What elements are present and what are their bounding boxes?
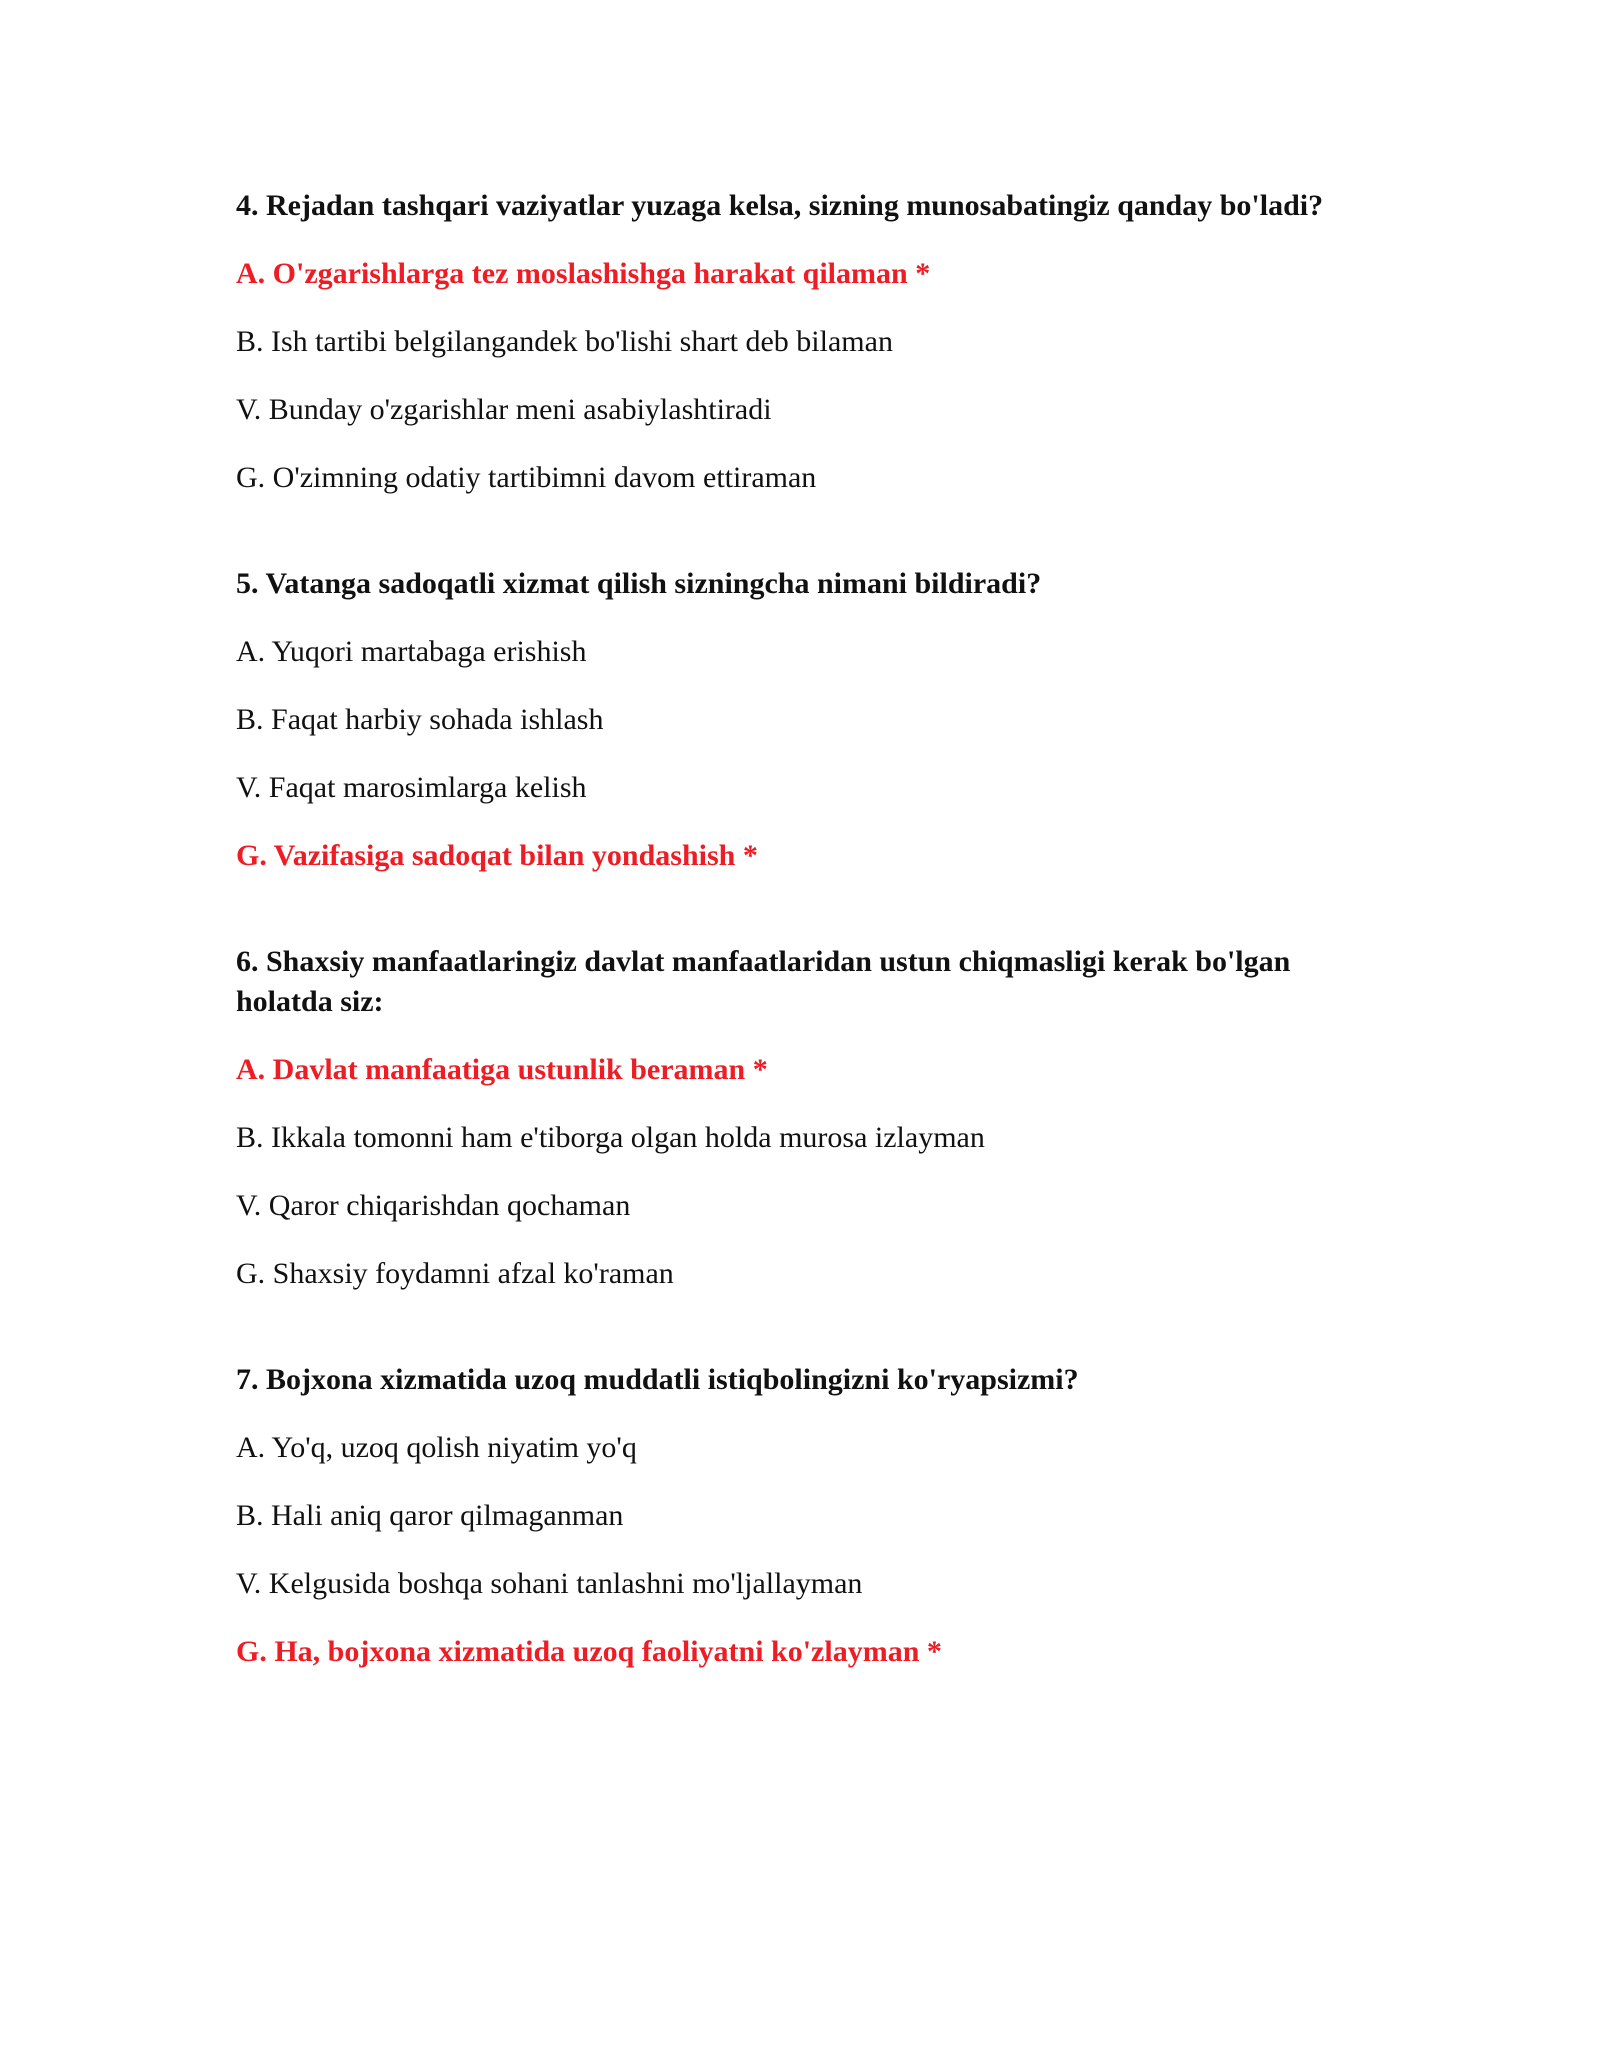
- question-text: 7. Bojxona xizmatida uzoq muddatli istiqbolingizni ko'ryapsizmi?: [236, 1363, 1079, 1396]
- answer-option: A. Yuqori martabaga erishish: [236, 635, 587, 668]
- answer-option: B. Ish tartibi belgilangandek bo'lishi shart deb bilaman: [236, 325, 893, 358]
- question-text: 4. Rejadan tashqari vaziyatlar yuzaga kelsa, sizning munosabatingiz qanday bo'ladi?: [236, 189, 1324, 222]
- answer-option: G. O'zimning odatiy tartibimni davom ettiraman: [236, 461, 817, 494]
- questionnaire: [236, 186, 1386, 1672]
- answer-option: B. Hali aniq qaror qilmaganman: [236, 1499, 624, 1532]
- question-block-4: [236, 186, 1386, 498]
- answer-option-correct: G. Vazifasiga sadoqat bilan yondashish *: [236, 839, 758, 872]
- answer-option-correct: A. O'zgarishlarga tez moslashishga harakat qilaman *: [236, 257, 931, 290]
- answer-option: V. Faqat marosimlarga kelish: [236, 771, 587, 804]
- question-text: 5. Vatanga sadoqatli xizmat qilish sizningcha nimani bildiradi?: [236, 567, 1042, 600]
- answer-option: V. Bunday o'zgarishlar meni asabiylashtiradi: [236, 393, 772, 426]
- answer-option-correct: G. Ha, bojxona xizmatida uzoq faoliyatni ko'zlayman *: [236, 1635, 942, 1668]
- answer-option: G. Shaxsiy foydamni afzal ko'raman: [236, 1257, 674, 1290]
- answer-option: B. Faqat harbiy sohada ishlash: [236, 703, 604, 736]
- question-block-7: [236, 1360, 1386, 1672]
- question-block-6: [236, 942, 1386, 1294]
- question-block-5: [236, 564, 1386, 876]
- answer-option-correct: A. Davlat manfaatiga ustunlik beraman *: [236, 1053, 768, 1086]
- answer-option: V. Kelgusida boshqa sohani tanlashni mo'ljallayman: [236, 1567, 863, 1600]
- answer-option: B. Ikkala tomonni ham e'tiborga olgan holda murosa izlayman: [236, 1121, 985, 1154]
- answer-option: A. Yo'q, uzoq qolish niyatim yo'q: [236, 1431, 637, 1464]
- answer-option: V. Qaror chiqarishdan qochaman: [236, 1189, 631, 1222]
- question-text: 6. Shaxsiy manfaatlaringiz davlat manfaatlaridan ustun chiqmasligi kerak bo'lgan holatda siz:: [236, 945, 1291, 1018]
